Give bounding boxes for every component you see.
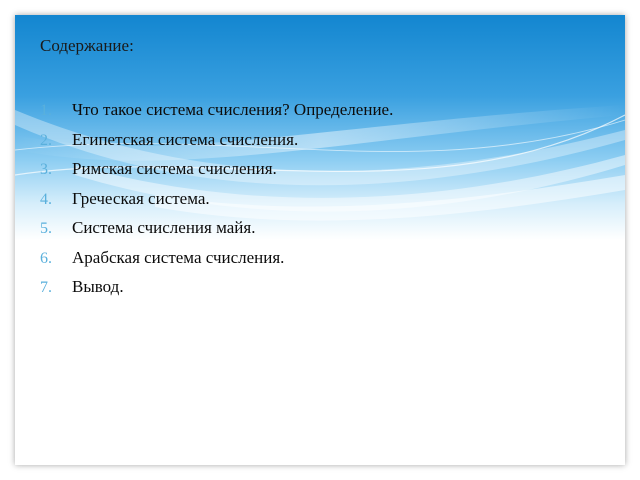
list-item-number: 2.: [40, 131, 52, 149]
list-item: [40, 95, 600, 125]
list-item-text: Система счисления майя.: [72, 218, 256, 237]
list-item-text: Римская система счисления.: [72, 159, 277, 178]
list-item: [40, 184, 600, 214]
list-item: [40, 154, 600, 184]
contents-list: [40, 95, 600, 302]
list-item-text: Вывод.: [72, 277, 124, 296]
list-item: [40, 272, 600, 302]
slide-heading: Содержание:: [40, 36, 134, 55]
list-item-number: 5.: [40, 220, 52, 237]
slide-content: [40, 35, 600, 302]
list-item-number: 1.: [40, 102, 52, 119]
list-item-number: 6.: [40, 249, 52, 267]
list-item-number: 4.: [40, 190, 52, 208]
list-item-text: Арабская система счисления.: [72, 247, 285, 267]
list-item: [40, 125, 600, 155]
list-item-number: 3.: [40, 161, 52, 178]
list-item-text: Греческая система.: [72, 188, 210, 208]
list-item: [40, 213, 600, 243]
list-item: [40, 243, 600, 273]
slide: [15, 15, 625, 465]
list-item-text: Египетская система счисления.: [72, 129, 299, 149]
list-item-text: Что такое система счисления? Определение.: [72, 100, 394, 119]
list-item-number: 7.: [40, 279, 52, 296]
